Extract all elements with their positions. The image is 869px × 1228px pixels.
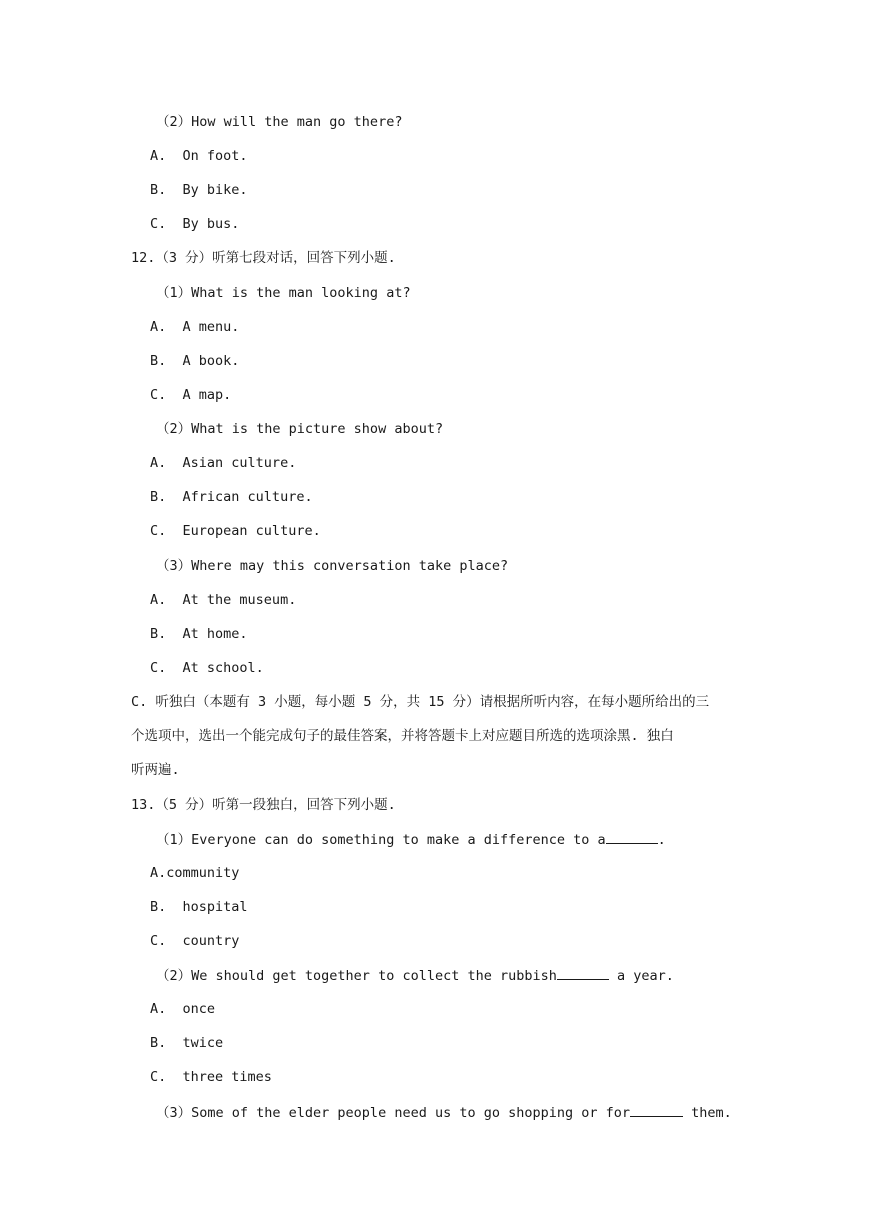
option-letter: B. [150,489,167,505]
question-text: （1）Everyone can do something to make a difference to a [156,832,606,848]
option-text: On foot. [182,148,248,164]
option-12-1-c [150,385,231,405]
question-12-heading: 12.（3 分）听第七段对话，回答下列小题. [131,250,396,266]
option-text: three times [182,1069,272,1085]
option-12-2-a [150,453,296,473]
option-text: community [166,865,240,881]
option-letter: C. [150,216,167,232]
option-12-2-c [150,521,321,541]
answer-blank [630,1102,683,1117]
option-letter: C. [150,387,167,403]
option-text: By bus. [182,216,240,232]
option-11-2-a [150,146,248,166]
question-11-2: （2）How will the man go there? [156,114,403,130]
option-letter: C. [150,1069,167,1085]
option-text: A map. [182,387,232,403]
option-13-1-b [150,897,248,917]
option-letter: C. [150,660,167,676]
answer-blank [557,965,609,980]
option-text: A menu. [182,319,240,335]
option-13-1-a [150,863,239,883]
option-letter: B. [150,899,167,915]
question-13-1 [156,829,666,850]
option-text: hospital [182,899,248,915]
option-12-3-a [150,590,296,610]
option-13-2-c [150,1067,272,1087]
option-letter: B. [150,1035,167,1051]
option-13-2-b [150,1033,223,1053]
option-text: country [182,933,240,949]
option-letter: A. [150,455,167,471]
question-text-end: a year. [608,968,674,984]
option-letter: C. [150,933,167,949]
answer-blank [606,829,658,844]
option-text: African culture. [182,489,313,505]
question-text-end: them. [683,1105,732,1121]
option-11-2-b [150,180,248,200]
option-13-1-c [150,931,239,951]
option-text: At the museum. [182,592,297,608]
question-text-end: . [657,832,666,848]
option-13-2-a [150,999,215,1019]
option-text: At school. [182,660,264,676]
option-12-3-b [150,624,248,644]
option-letter: A. [150,148,167,164]
option-letter: B. [150,182,167,198]
option-11-2-c [150,214,239,234]
option-12-2-b [150,487,313,507]
section-c-instructions-line-3: 听两遍. [131,762,180,778]
option-letter: B. [150,626,167,642]
option-letter: B. [150,353,167,369]
option-text: twice [182,1035,224,1051]
question-13-heading: 13.（5 分）听第一段独白，回答下列小题. [131,797,396,813]
option-12-3-c [150,658,264,678]
option-letter: A. [150,865,167,881]
option-letter: C. [150,523,167,539]
question-text: （2）We should get together to collect the rubbish [156,968,557,984]
option-letter: A. [150,592,167,608]
question-12-1: （1）What is the man looking at? [156,285,411,301]
option-text: At home. [182,626,248,642]
section-c-instructions-line-2: 个选项中，选出一个能完成句子的最佳答案，并将答题卡上对应题目所选的选项涂黑. 独白 [131,728,674,744]
question-text: （3）Some of the elder people need us to go shopping or for [156,1105,631,1121]
option-12-1-a [150,317,239,337]
option-text: Asian culture. [182,455,297,471]
option-text: A book. [182,353,240,369]
section-c-instructions-line-1: C. 听独白（本题有 3 小题，每小题 5 分，共 15 分）请根据所听内容，在每小题所给出的三 [131,694,710,710]
option-letter: A. [150,319,167,335]
question-13-3 [156,1102,732,1123]
question-13-2 [156,965,674,986]
option-letter: A. [150,1001,167,1017]
option-text: By bike. [182,182,248,198]
question-12-2: （2）What is the picture show about? [156,421,444,437]
option-text: European culture. [182,523,321,539]
option-text: once [182,1001,216,1017]
option-12-1-b [150,351,239,371]
question-12-3: （3）Where may this conversation take place? [156,558,509,574]
